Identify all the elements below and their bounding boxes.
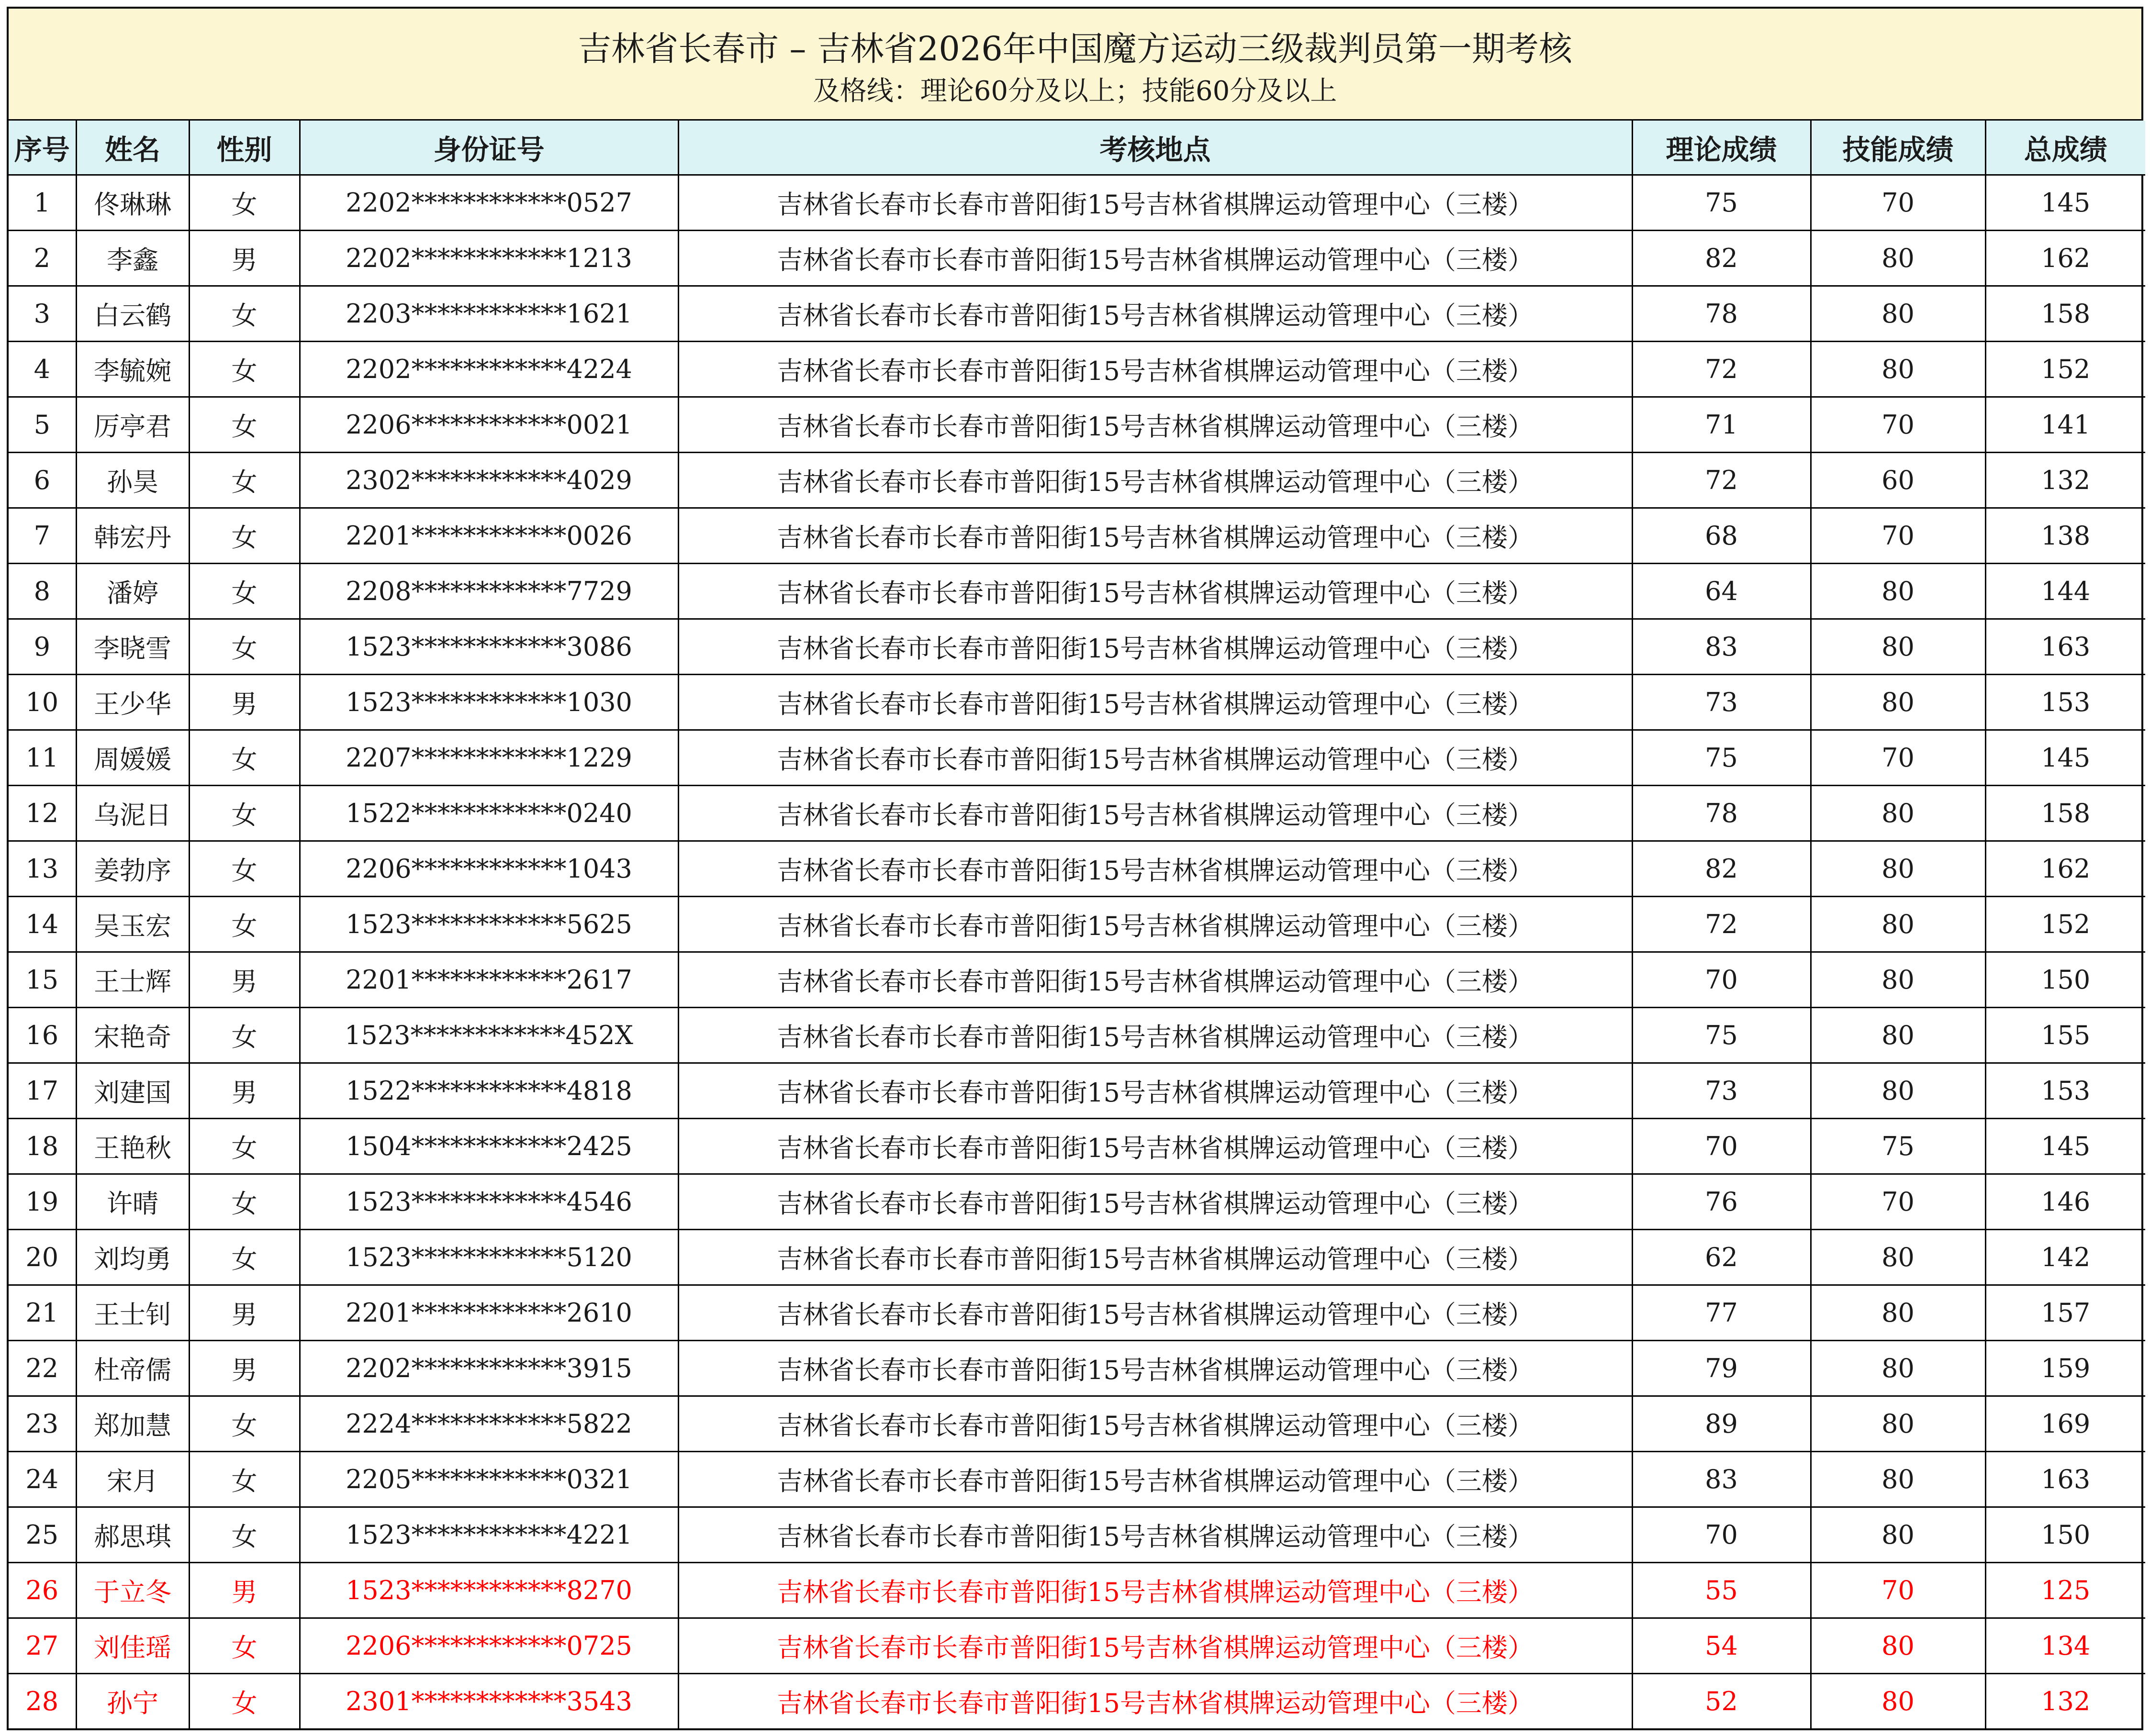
cell-skill-score: 80 (1811, 564, 1985, 619)
table-row (9, 1119, 2145, 1174)
cell-no: 8 (9, 564, 76, 619)
cell-skill-score: 60 (1811, 453, 1985, 508)
cell-skill-score: 80 (1811, 1452, 1985, 1507)
cell-name: 王士钊 (76, 1285, 189, 1341)
cell-id-number: 1523************4221 (300, 1507, 678, 1563)
cell-name: 刘佳瑶 (76, 1618, 189, 1674)
cell-skill-score: 80 (1811, 619, 1985, 675)
cell-theory-score: 70 (1632, 952, 1811, 1008)
cell-gender: 女 (189, 1618, 300, 1674)
cell-gender: 女 (189, 730, 300, 786)
cell-theory-score: 89 (1632, 1396, 1811, 1452)
cell-no: 21 (9, 1285, 76, 1341)
cell-no: 4 (9, 342, 76, 397)
table-row (9, 286, 2145, 342)
header-name[interactable]: 姓名 (76, 121, 189, 175)
cell-id-number: 2205************0321 (300, 1452, 678, 1507)
cell-no: 5 (9, 397, 76, 453)
cell-location: 吉林省长春市长春市普阳街15号吉林省棋牌运动管理中心（三楼） (678, 397, 1632, 453)
cell-location: 吉林省长春市长春市普阳街15号吉林省棋牌运动管理中心（三楼） (678, 1174, 1632, 1230)
cell-skill-score: 80 (1811, 1674, 1985, 1729)
cell-theory-score: 70 (1632, 1119, 1811, 1174)
cell-total-score: 132 (1985, 453, 2145, 508)
table-row (9, 1618, 2145, 1674)
header-location[interactable]: 考核地点 (678, 121, 1632, 175)
cell-no: 6 (9, 453, 76, 508)
cell-location: 吉林省长春市长春市普阳街15号吉林省棋牌运动管理中心（三楼） (678, 1341, 1632, 1396)
cell-id-number: 2202************3915 (300, 1341, 678, 1396)
header-theory-score[interactable]: 理论成绩 (1632, 121, 1811, 175)
sheet-title: 吉林省长春市 – 吉林省2026年中国魔方运动三级裁判员第一期考核 (578, 29, 1572, 68)
cell-gender: 女 (189, 508, 300, 564)
cell-location: 吉林省长春市长春市普阳街15号吉林省棋牌运动管理中心（三楼） (678, 1674, 1632, 1729)
cell-total-score: 141 (1985, 397, 2145, 453)
cell-theory-score: 64 (1632, 564, 1811, 619)
cell-name: 刘均勇 (76, 1230, 189, 1285)
cell-location: 吉林省长春市长春市普阳街15号吉林省棋牌运动管理中心（三楼） (678, 786, 1632, 841)
cell-id-number: 2201************2610 (300, 1285, 678, 1341)
cell-theory-score: 78 (1632, 286, 1811, 342)
cell-total-score: 132 (1985, 1674, 2145, 1729)
cell-theory-score: 52 (1632, 1674, 1811, 1729)
cell-theory-score: 71 (1632, 397, 1811, 453)
cell-gender: 女 (189, 175, 300, 231)
cell-total-score: 163 (1985, 619, 2145, 675)
cell-gender: 女 (189, 1452, 300, 1507)
cell-gender: 男 (189, 1285, 300, 1341)
table-row (9, 1174, 2145, 1230)
cell-location: 吉林省长春市长春市普阳街15号吉林省棋牌运动管理中心（三楼） (678, 675, 1632, 730)
cell-skill-score: 80 (1811, 675, 1985, 730)
cell-location: 吉林省长春市长春市普阳街15号吉林省棋牌运动管理中心（三楼） (678, 564, 1632, 619)
cell-total-score: 163 (1985, 1452, 2145, 1507)
cell-name: 孙昊 (76, 453, 189, 508)
cell-skill-score: 70 (1811, 175, 1985, 231)
cell-theory-score: 79 (1632, 1341, 1811, 1396)
cell-no: 24 (9, 1452, 76, 1507)
cell-location: 吉林省长春市长春市普阳街15号吉林省棋牌运动管理中心（三楼） (678, 286, 1632, 342)
cell-skill-score: 80 (1811, 342, 1985, 397)
table-row (9, 1563, 2145, 1618)
table-row (9, 231, 2145, 286)
cell-total-score: 150 (1985, 1507, 2145, 1563)
table-row (9, 897, 2145, 952)
cell-theory-score: 75 (1632, 175, 1811, 231)
cell-total-score: 145 (1985, 175, 2145, 231)
cell-name: 郑加慧 (76, 1396, 189, 1452)
cell-no: 11 (9, 730, 76, 786)
cell-total-score: 142 (1985, 1230, 2145, 1285)
table-row (9, 841, 2145, 897)
cell-total-score: 157 (1985, 1285, 2145, 1341)
table-row (9, 619, 2145, 675)
table-row (9, 1063, 2145, 1119)
cell-name: 于立冬 (76, 1563, 189, 1618)
cell-no: 17 (9, 1063, 76, 1119)
cell-skill-score: 80 (1811, 1008, 1985, 1063)
cell-id-number: 2224************5822 (300, 1396, 678, 1452)
cell-no: 22 (9, 1341, 76, 1396)
cell-gender: 女 (189, 397, 300, 453)
cell-total-score: 146 (1985, 1174, 2145, 1230)
cell-no: 26 (9, 1563, 76, 1618)
cell-location: 吉林省长春市长春市普阳街15号吉林省棋牌运动管理中心（三楼） (678, 1452, 1632, 1507)
cell-name: 许晴 (76, 1174, 189, 1230)
cell-total-score: 162 (1985, 231, 2145, 286)
cell-name: 宋艳奇 (76, 1008, 189, 1063)
cell-id-number: 2206************0021 (300, 397, 678, 453)
cell-location: 吉林省长春市长春市普阳街15号吉林省棋牌运动管理中心（三楼） (678, 231, 1632, 286)
cell-no: 15 (9, 952, 76, 1008)
cell-name: 李毓婉 (76, 342, 189, 397)
cell-theory-score: 72 (1632, 453, 1811, 508)
cell-gender: 女 (189, 1507, 300, 1563)
cell-no: 25 (9, 1507, 76, 1563)
cell-skill-score: 80 (1811, 1063, 1985, 1119)
table-header-row (9, 121, 2145, 175)
cell-gender: 女 (189, 841, 300, 897)
cell-total-score: 169 (1985, 1396, 2145, 1452)
cell-skill-score: 80 (1811, 1341, 1985, 1396)
results-table (9, 121, 2145, 1728)
cell-name: 韩宏丹 (76, 508, 189, 564)
cell-location: 吉林省长春市长春市普阳街15号吉林省棋牌运动管理中心（三楼） (678, 619, 1632, 675)
cell-total-score: 152 (1985, 897, 2145, 952)
cell-name: 郝思琪 (76, 1507, 189, 1563)
header-total-score[interactable]: 总成绩 (1985, 121, 2145, 175)
cell-gender: 女 (189, 453, 300, 508)
cell-id-number: 2202************4224 (300, 342, 678, 397)
cell-theory-score: 83 (1632, 1452, 1811, 1507)
cell-theory-score: 76 (1632, 1174, 1811, 1230)
cell-id-number: 1523************1030 (300, 675, 678, 730)
header-skill-score[interactable]: 技能成绩 (1811, 121, 1985, 175)
cell-total-score: 145 (1985, 730, 2145, 786)
cell-no: 14 (9, 897, 76, 952)
cell-name: 潘婷 (76, 564, 189, 619)
cell-gender: 女 (189, 1674, 300, 1729)
cell-no: 16 (9, 1008, 76, 1063)
cell-gender: 女 (189, 1174, 300, 1230)
table-row (9, 453, 2145, 508)
cell-no: 9 (9, 619, 76, 675)
cell-total-score: 150 (1985, 952, 2145, 1008)
cell-skill-score: 80 (1811, 231, 1985, 286)
cell-location: 吉林省长春市长春市普阳街15号吉林省棋牌运动管理中心（三楼） (678, 841, 1632, 897)
cell-theory-score: 62 (1632, 1230, 1811, 1285)
cell-skill-score: 70 (1811, 397, 1985, 453)
cell-skill-score: 80 (1811, 286, 1985, 342)
cell-total-score: 152 (1985, 342, 2145, 397)
table-row (9, 1008, 2145, 1063)
cell-id-number: 2302************4029 (300, 453, 678, 508)
cell-name: 杜帝儒 (76, 1341, 189, 1396)
cell-id-number: 1522************4818 (300, 1063, 678, 1119)
cell-location: 吉林省长春市长春市普阳街15号吉林省棋牌运动管理中心（三楼） (678, 1285, 1632, 1341)
cell-skill-score: 70 (1811, 730, 1985, 786)
cell-gender: 男 (189, 231, 300, 286)
cell-name: 王少华 (76, 675, 189, 730)
cell-gender: 女 (189, 786, 300, 841)
cell-name: 李鑫 (76, 231, 189, 286)
cell-gender: 女 (189, 1119, 300, 1174)
cell-name: 宋月 (76, 1452, 189, 1507)
table-row (9, 675, 2145, 730)
cell-skill-score: 80 (1811, 1618, 1985, 1674)
cell-id-number: 2208************7729 (300, 564, 678, 619)
cell-location: 吉林省长春市长春市普阳街15号吉林省棋牌运动管理中心（三楼） (678, 1008, 1632, 1063)
cell-total-score: 125 (1985, 1563, 2145, 1618)
cell-skill-score: 70 (1811, 508, 1985, 564)
cell-theory-score: 55 (1632, 1563, 1811, 1618)
cell-location: 吉林省长春市长春市普阳街15号吉林省棋牌运动管理中心（三楼） (678, 175, 1632, 231)
cell-gender: 女 (189, 1230, 300, 1285)
table-row (9, 1396, 2145, 1452)
cell-theory-score: 75 (1632, 1008, 1811, 1063)
table-row (9, 952, 2145, 1008)
cell-theory-score: 73 (1632, 675, 1811, 730)
cell-no: 20 (9, 1230, 76, 1285)
cell-id-number: 2207************1229 (300, 730, 678, 786)
cell-skill-score: 80 (1811, 786, 1985, 841)
cell-location: 吉林省长春市长春市普阳街15号吉林省棋牌运动管理中心（三楼） (678, 730, 1632, 786)
cell-gender: 男 (189, 675, 300, 730)
cell-theory-score: 82 (1632, 231, 1811, 286)
cell-skill-score: 70 (1811, 1174, 1985, 1230)
cell-total-score: 145 (1985, 1119, 2145, 1174)
cell-name: 乌泥日 (76, 786, 189, 841)
title-block (9, 9, 2141, 121)
cell-total-score: 134 (1985, 1618, 2145, 1674)
cell-id-number: 1523************8270 (300, 1563, 678, 1618)
cell-skill-score: 80 (1811, 1285, 1985, 1341)
cell-gender: 女 (189, 897, 300, 952)
cell-theory-score: 70 (1632, 1507, 1811, 1563)
cell-id-number: 2202************0527 (300, 175, 678, 231)
cell-gender: 女 (189, 342, 300, 397)
cell-gender: 女 (189, 619, 300, 675)
cell-name: 李晓雪 (76, 619, 189, 675)
cell-no: 10 (9, 675, 76, 730)
cell-theory-score: 78 (1632, 786, 1811, 841)
header-no[interactable]: 序号 (9, 121, 76, 175)
cell-total-score: 138 (1985, 508, 2145, 564)
cell-location: 吉林省长春市长春市普阳街15号吉林省棋牌运动管理中心（三楼） (678, 1507, 1632, 1563)
table-row (9, 175, 2145, 231)
cell-total-score: 153 (1985, 1063, 2145, 1119)
passing-line-note: 及格线：理论60分及以上；技能60分及以上 (813, 76, 1337, 107)
table-row (9, 1452, 2145, 1507)
cell-name: 周媛媛 (76, 730, 189, 786)
cell-no: 13 (9, 841, 76, 897)
cell-id-number: 1523************5120 (300, 1230, 678, 1285)
table-row (9, 397, 2145, 453)
cell-theory-score: 68 (1632, 508, 1811, 564)
table-row (9, 1230, 2145, 1285)
cell-no: 1 (9, 175, 76, 231)
cell-total-score: 162 (1985, 841, 2145, 897)
cell-id-number: 2203************1621 (300, 286, 678, 342)
cell-location: 吉林省长春市长春市普阳街15号吉林省棋牌运动管理中心（三楼） (678, 453, 1632, 508)
cell-location: 吉林省长春市长春市普阳街15号吉林省棋牌运动管理中心（三楼） (678, 1230, 1632, 1285)
cell-id-number: 1523************4546 (300, 1174, 678, 1230)
cell-gender: 女 (189, 1396, 300, 1452)
header-gender[interactable]: 性别 (189, 121, 300, 175)
cell-id-number: 2201************0026 (300, 508, 678, 564)
cell-location: 吉林省长春市长春市普阳街15号吉林省棋牌运动管理中心（三楼） (678, 897, 1632, 952)
cell-id-number: 1523************452X (300, 1008, 678, 1063)
cell-gender: 男 (189, 952, 300, 1008)
cell-location: 吉林省长春市长春市普阳街15号吉林省棋牌运动管理中心（三楼） (678, 1119, 1632, 1174)
cell-theory-score: 75 (1632, 730, 1811, 786)
cell-skill-score: 80 (1811, 952, 1985, 1008)
cell-name: 王士辉 (76, 952, 189, 1008)
header-id[interactable]: 身份证号 (300, 121, 678, 175)
cell-skill-score: 75 (1811, 1119, 1985, 1174)
cell-location: 吉林省长春市长春市普阳街15号吉林省棋牌运动管理中心（三楼） (678, 952, 1632, 1008)
cell-theory-score: 83 (1632, 619, 1811, 675)
cell-gender: 女 (189, 1008, 300, 1063)
cell-no: 18 (9, 1119, 76, 1174)
cell-gender: 男 (189, 1063, 300, 1119)
cell-name: 姜勃序 (76, 841, 189, 897)
cell-no: 27 (9, 1618, 76, 1674)
cell-location: 吉林省长春市长春市普阳街15号吉林省棋牌运动管理中心（三楼） (678, 1063, 1632, 1119)
cell-no: 23 (9, 1396, 76, 1452)
cell-theory-score: 82 (1632, 841, 1811, 897)
cell-skill-score: 80 (1811, 841, 1985, 897)
cell-theory-score: 72 (1632, 342, 1811, 397)
cell-gender: 女 (189, 286, 300, 342)
cell-id-number: 2202************1213 (300, 231, 678, 286)
cell-name: 吴玉宏 (76, 897, 189, 952)
table-row (9, 1674, 2145, 1729)
cell-total-score: 159 (1985, 1341, 2145, 1396)
cell-total-score: 155 (1985, 1008, 2145, 1063)
cell-no: 19 (9, 1174, 76, 1230)
score-sheet (7, 7, 2143, 1730)
table-row (9, 1285, 2145, 1341)
cell-name: 厉亭君 (76, 397, 189, 453)
cell-location: 吉林省长春市长春市普阳街15号吉林省棋牌运动管理中心（三楼） (678, 1563, 1632, 1618)
cell-gender: 男 (189, 1563, 300, 1618)
cell-name: 刘建国 (76, 1063, 189, 1119)
cell-name: 白云鹤 (76, 286, 189, 342)
cell-no: 7 (9, 508, 76, 564)
cell-id-number: 1522************0240 (300, 786, 678, 841)
cell-id-number: 2301************3543 (300, 1674, 678, 1729)
cell-skill-score: 80 (1811, 1230, 1985, 1285)
cell-total-score: 144 (1985, 564, 2145, 619)
cell-no: 3 (9, 286, 76, 342)
table-row (9, 508, 2145, 564)
table-row (9, 1507, 2145, 1563)
table-row (9, 786, 2145, 841)
cell-location: 吉林省长春市长春市普阳街15号吉林省棋牌运动管理中心（三楼） (678, 342, 1632, 397)
cell-theory-score: 54 (1632, 1618, 1811, 1674)
cell-id-number: 1523************3086 (300, 619, 678, 675)
cell-id-number: 1504************2425 (300, 1119, 678, 1174)
cell-gender: 女 (189, 564, 300, 619)
cell-total-score: 158 (1985, 286, 2145, 342)
table-row (9, 342, 2145, 397)
cell-theory-score: 72 (1632, 897, 1811, 952)
cell-name: 王艳秋 (76, 1119, 189, 1174)
cell-id-number: 2206************1043 (300, 841, 678, 897)
table-row (9, 1341, 2145, 1396)
cell-id-number: 2206************0725 (300, 1618, 678, 1674)
cell-skill-score: 80 (1811, 1396, 1985, 1452)
table-row (9, 730, 2145, 786)
cell-no: 2 (9, 231, 76, 286)
cell-location: 吉林省长春市长春市普阳街15号吉林省棋牌运动管理中心（三楼） (678, 1618, 1632, 1674)
cell-location: 吉林省长春市长春市普阳街15号吉林省棋牌运动管理中心（三楼） (678, 508, 1632, 564)
cell-no: 28 (9, 1674, 76, 1729)
cell-gender: 男 (189, 1341, 300, 1396)
cell-skill-score: 80 (1811, 1507, 1985, 1563)
cell-no: 12 (9, 786, 76, 841)
cell-total-score: 153 (1985, 675, 2145, 730)
cell-total-score: 158 (1985, 786, 2145, 841)
cell-skill-score: 70 (1811, 1563, 1985, 1618)
cell-id-number: 2201************2617 (300, 952, 678, 1008)
cell-theory-score: 77 (1632, 1285, 1811, 1341)
cell-name: 佟琳琳 (76, 175, 189, 231)
cell-id-number: 1523************5625 (300, 897, 678, 952)
cell-name: 孙宁 (76, 1674, 189, 1729)
cell-location: 吉林省长春市长春市普阳街15号吉林省棋牌运动管理中心（三楼） (678, 1396, 1632, 1452)
cell-skill-score: 80 (1811, 897, 1985, 952)
cell-theory-score: 73 (1632, 1063, 1811, 1119)
table-row (9, 564, 2145, 619)
